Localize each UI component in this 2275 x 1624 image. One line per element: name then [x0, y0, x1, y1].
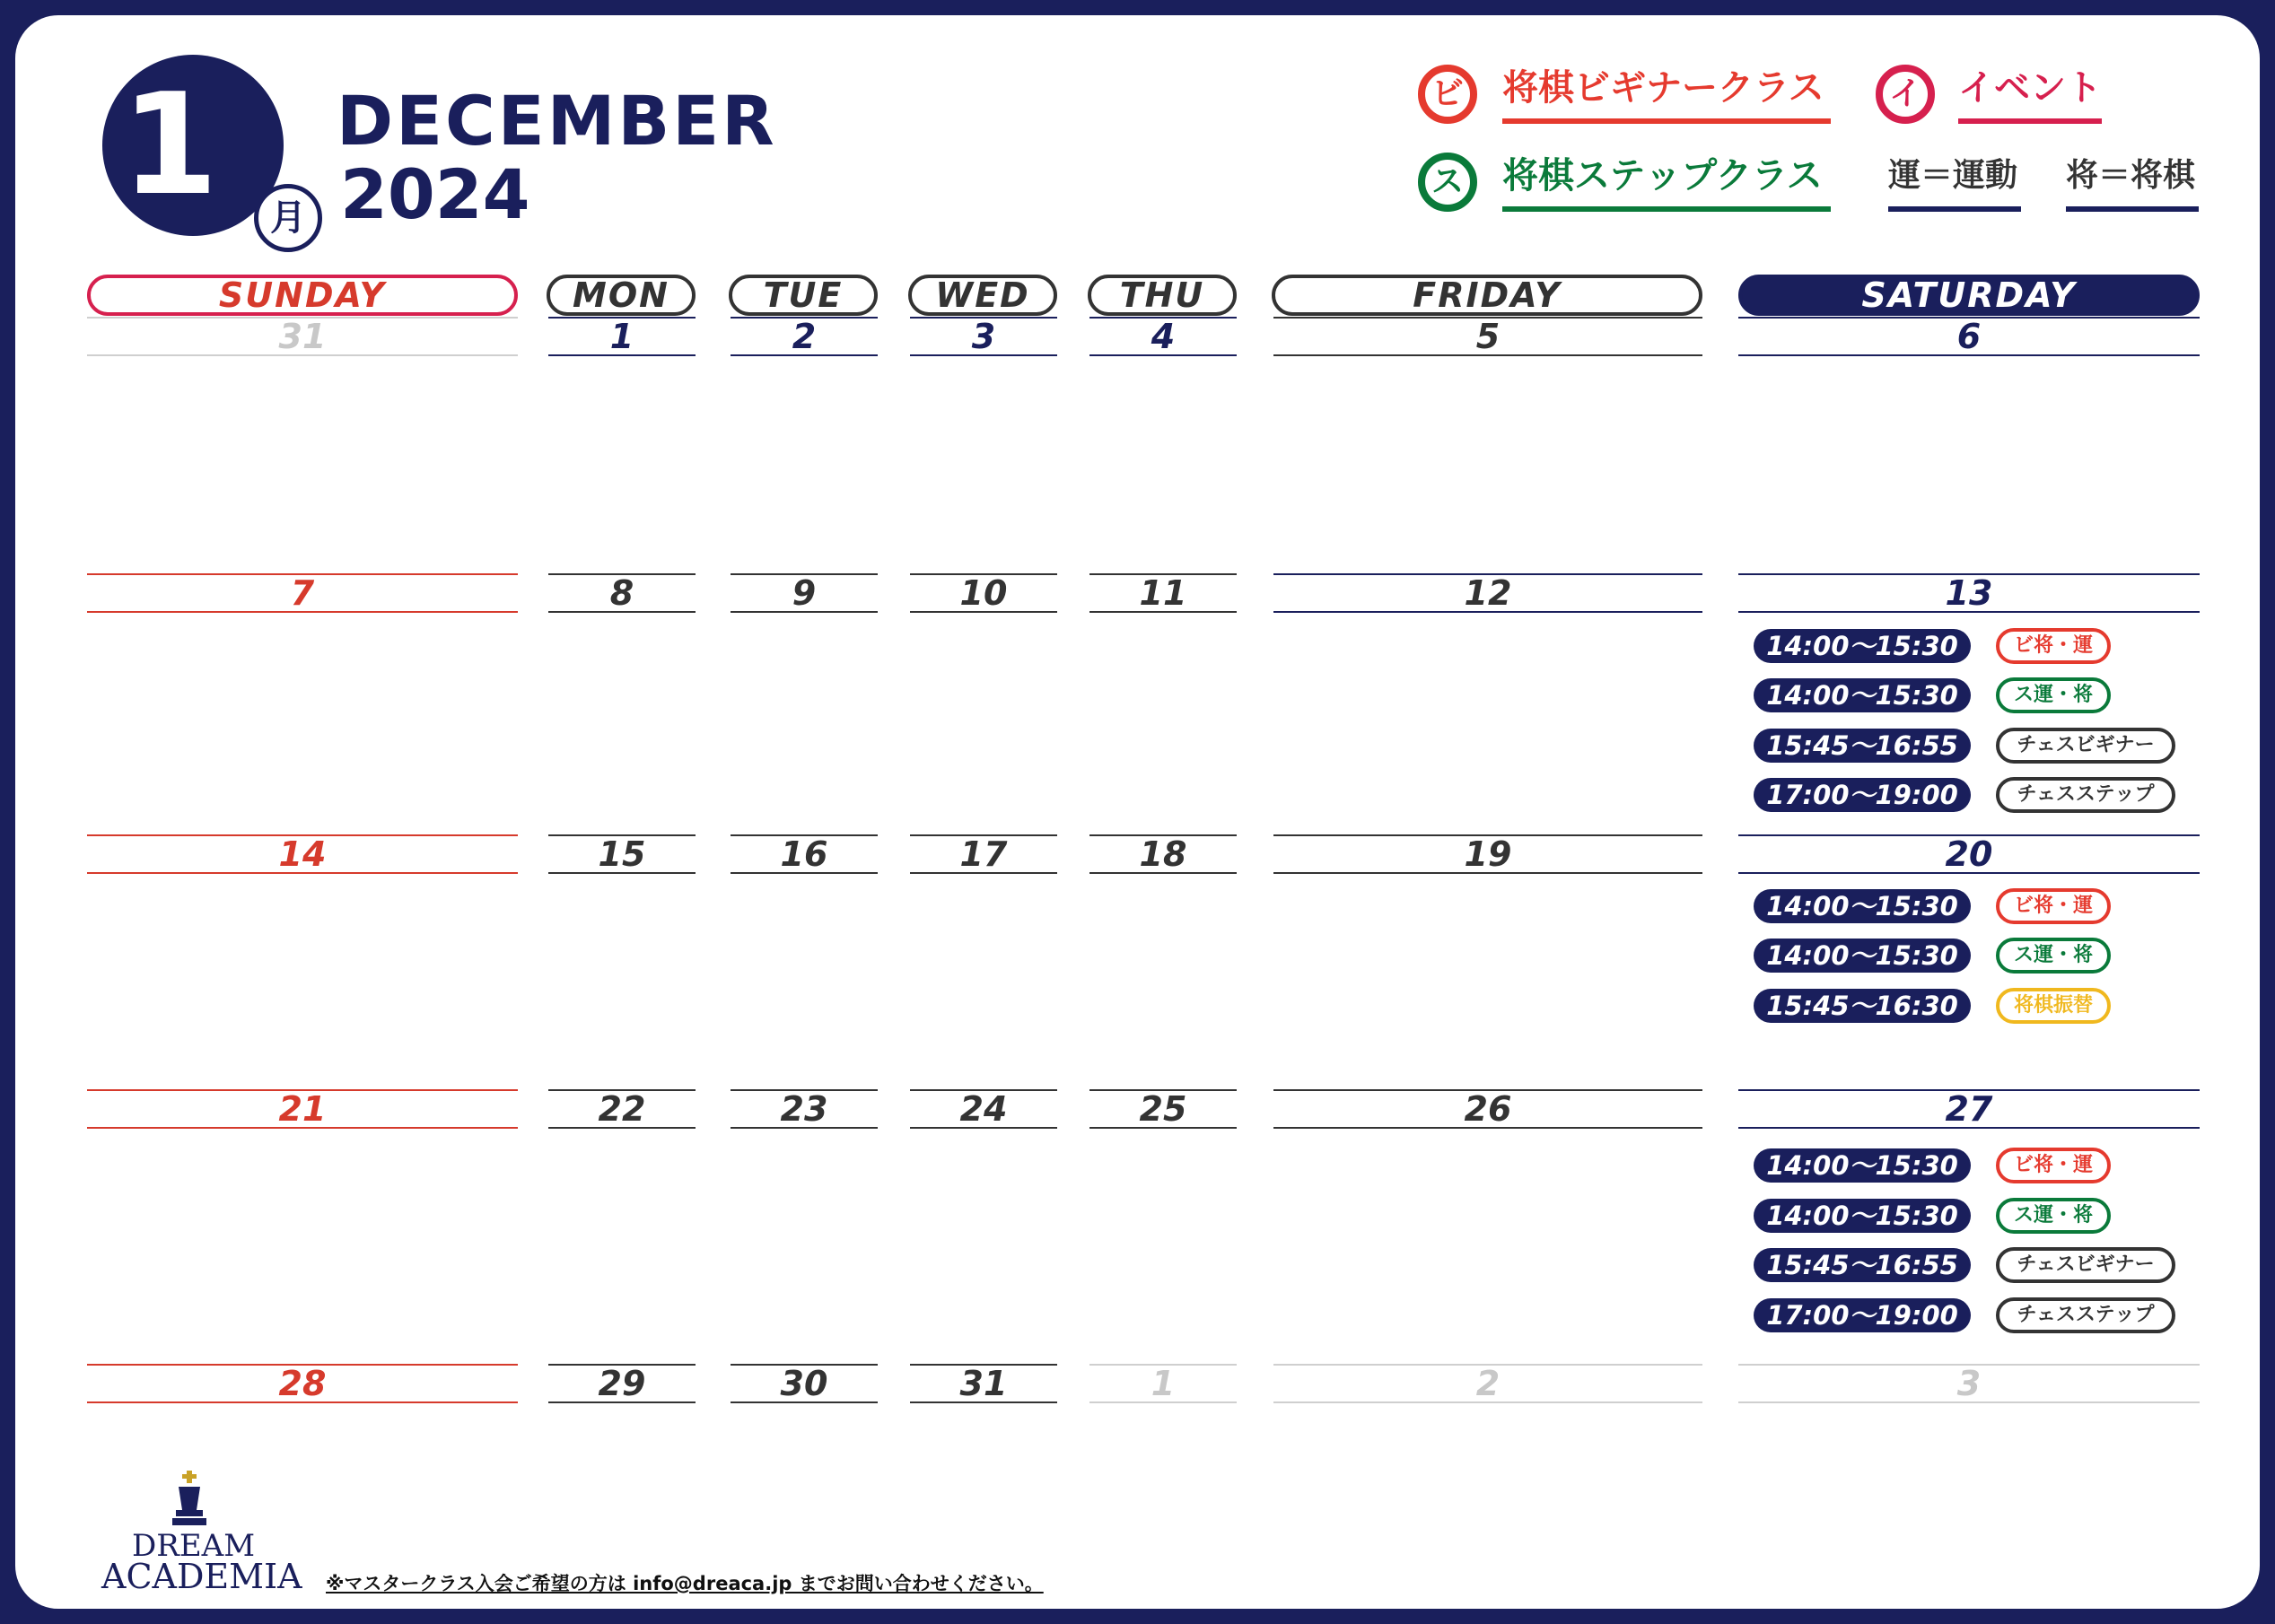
- date-cell: 23: [731, 1089, 878, 1129]
- date-cell: 14: [87, 834, 518, 874]
- event-tag: ビ将・運: [1996, 628, 2111, 664]
- weekday-monday: MON: [547, 275, 696, 316]
- step-legend-underline: [1502, 206, 1831, 212]
- date-cell: 12: [1273, 573, 1702, 613]
- date-cell: 1: [548, 317, 696, 356]
- date-cell: 19: [1273, 834, 1702, 874]
- date-cell: 31: [910, 1364, 1057, 1403]
- step-legend-icon: ス: [1418, 153, 1477, 212]
- event-tag: 将棋振替: [1996, 988, 2111, 1024]
- event-time: 14:00〜15:30: [1754, 1199, 1971, 1233]
- date-cell: 28: [87, 1364, 518, 1403]
- date-cell: 3: [1738, 1364, 2200, 1403]
- event-time: 14:00〜15:30: [1754, 1148, 1971, 1183]
- date-cell: 4: [1089, 317, 1237, 356]
- date-cell: 27: [1738, 1089, 2200, 1129]
- month-number: 1: [120, 63, 219, 226]
- date-cell: 2: [731, 317, 878, 356]
- date-cell: 20: [1738, 834, 2200, 874]
- event-legend-icon: イ: [1876, 65, 1935, 124]
- date-cell: 5: [1273, 317, 1702, 356]
- date-cell: 3: [910, 317, 1057, 356]
- abbr-exercise: 運＝運動: [1888, 157, 2018, 194]
- year: 2024: [340, 154, 530, 234]
- event-time: 15:45〜16:55: [1754, 1248, 1971, 1282]
- step-legend-label: 将棋ステップクラス: [1502, 155, 1823, 196]
- date-cell: 26: [1273, 1089, 1702, 1129]
- date-cell: 18: [1089, 834, 1237, 874]
- date-cell: 30: [731, 1364, 878, 1403]
- beginner-legend-icon: ビ: [1418, 65, 1477, 124]
- footer-note: ※マスタークラス入会ご希望の方は info@dreaca.jp までお問い合わせください。: [326, 1573, 1044, 1594]
- weekday-thursday: THU: [1088, 275, 1237, 316]
- date-cell: 9: [731, 573, 878, 613]
- date-cell: 21: [87, 1089, 518, 1129]
- date-cell: 29: [548, 1364, 696, 1403]
- event-legend-label: イベント: [1958, 67, 2102, 109]
- event-tag: ビ将・運: [1996, 1148, 2111, 1183]
- weekday-sunday: SUNDAY: [87, 275, 518, 316]
- event-tag: チェスビギナー: [1996, 1247, 2175, 1283]
- event-legend-underline: [1958, 118, 2102, 124]
- event-tag: ス運・将: [1996, 938, 2111, 974]
- date-cell: 31: [87, 317, 518, 356]
- date-cell: 11: [1089, 573, 1237, 613]
- chess-king-logo-icon: [168, 1471, 211, 1526]
- date-cell: 8: [548, 573, 696, 613]
- date-cell: 17: [910, 834, 1057, 874]
- event-tag: チェスステップ: [1996, 1297, 2175, 1333]
- date-cell: 2: [1273, 1364, 1702, 1403]
- event-time: 14:00〜15:30: [1754, 629, 1971, 663]
- event-time: 15:45〜16:30: [1754, 989, 1971, 1023]
- english-month: DECEMBER: [337, 81, 777, 161]
- event-time: 17:00〜19:00: [1754, 1298, 1971, 1332]
- date-cell: 1: [1089, 1364, 1237, 1403]
- date-cell: 25: [1089, 1089, 1237, 1129]
- event-time: 15:45〜16:55: [1754, 729, 1971, 763]
- event-tag: チェスビギナー: [1996, 728, 2175, 764]
- date-cell: 7: [87, 573, 518, 613]
- event-time: 14:00〜15:30: [1754, 678, 1971, 712]
- event-tag: ビ将・運: [1996, 888, 2111, 924]
- event-time: 14:00〜15:30: [1754, 889, 1971, 923]
- weekday-wednesday: WED: [908, 275, 1057, 316]
- month-suffix: 月: [254, 184, 322, 252]
- date-cell: 22: [548, 1089, 696, 1129]
- weekday-friday: FRIDAY: [1272, 275, 1702, 316]
- abbr-shogi: 将＝将棋: [2066, 157, 2196, 194]
- abbr-exercise-underline: [1888, 206, 2021, 212]
- weekday-saturday: SATURDAY: [1738, 275, 2200, 316]
- event-time: 17:00〜19:00: [1754, 778, 1971, 812]
- date-cell: 16: [731, 834, 878, 874]
- logo-wordmark-line2: ACADEMIA: [101, 1557, 302, 1596]
- logo-wordmark-line1: DREAM: [132, 1528, 256, 1564]
- weekday-tuesday: TUE: [729, 275, 878, 316]
- beginner-legend-underline: [1502, 118, 1831, 124]
- event-tag: ス運・将: [1996, 677, 2111, 713]
- calendar-sheet: [15, 15, 2260, 1609]
- date-cell: 15: [548, 834, 696, 874]
- date-cell: 6: [1738, 317, 2200, 356]
- beginner-legend-label: 将棋ビギナークラス: [1502, 67, 1824, 109]
- date-cell: 10: [910, 573, 1057, 613]
- date-cell: 24: [910, 1089, 1057, 1129]
- event-tag: ス運・将: [1996, 1198, 2111, 1234]
- event-time: 14:00〜15:30: [1754, 939, 1971, 973]
- event-tag: チェスステップ: [1996, 777, 2175, 813]
- abbr-shogi-underline: [2066, 206, 2199, 212]
- date-cell: 13: [1738, 573, 2200, 613]
